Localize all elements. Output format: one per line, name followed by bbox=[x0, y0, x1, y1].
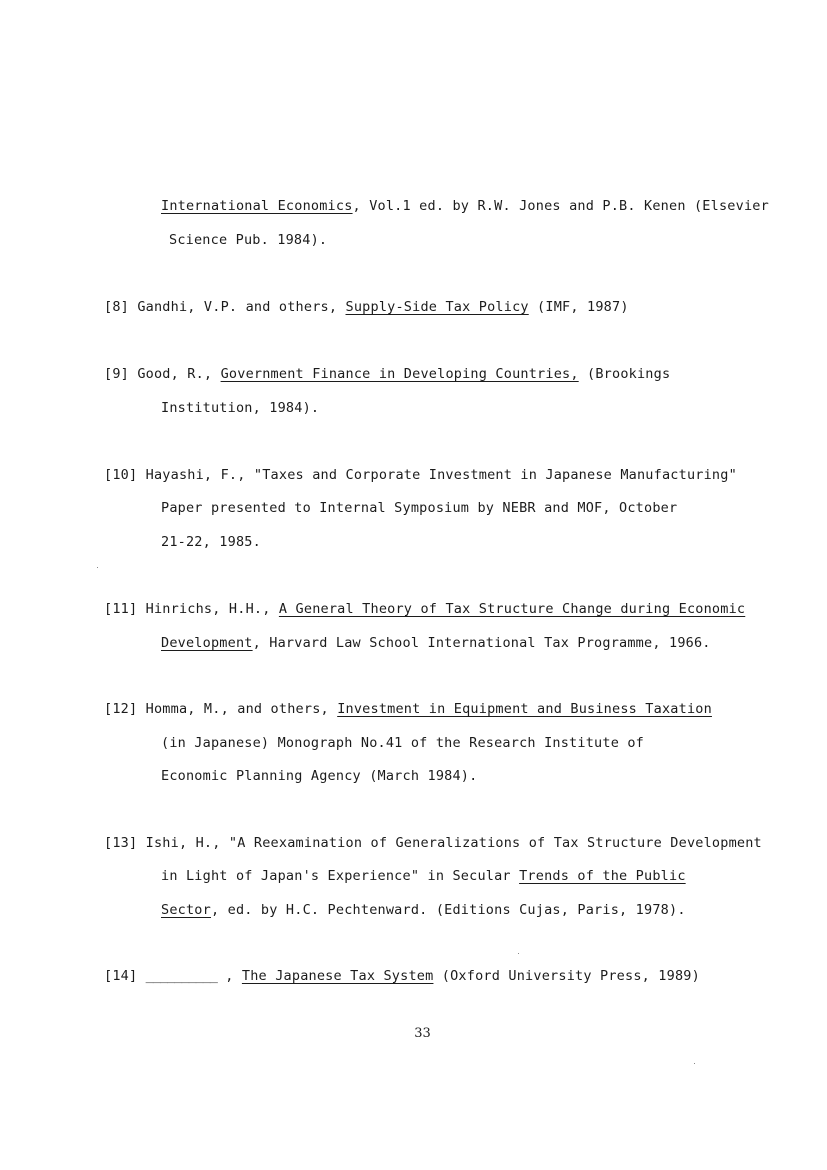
reference-11-line2: Development, Harvard Law School International Tax Programme, 1966. bbox=[161, 635, 711, 651]
scan-speck bbox=[518, 953, 519, 954]
reference-13: [13] Ishi, H., "A Reexamination of Generalizations of Tax Structure Development bbox=[104, 835, 762, 851]
reference-number: [9] bbox=[104, 366, 129, 382]
reference-12-line3: Economic Planning Agency (March 1984). bbox=[161, 768, 478, 784]
reference-number: [11] bbox=[104, 601, 138, 617]
reference-10-line2: Paper presented to Internal Symposium by NEBR and MOF, October bbox=[161, 500, 678, 516]
reference-8: [8] Gandhi, V.P. and others, Supply-Side Tax Policy (IMF, 1987) bbox=[104, 299, 629, 315]
reference-14: [14] __________ , The Japanese Tax System (Oxford University Press, 1989) bbox=[104, 968, 700, 984]
reference-title: Government Finance in Developing Countries, bbox=[220, 366, 579, 382]
reference-number: [8] bbox=[104, 299, 129, 315]
reference-continuation: International Economics, Vol.1 ed. by R.W. Jones and P.B. Kenen (Elsevier bbox=[161, 198, 769, 214]
reference-title-cont: Sector bbox=[161, 902, 211, 918]
reference-title: The Japanese Tax System bbox=[241, 968, 434, 984]
reference-12: [12] Homma, M., and others, Investment in Equipment and Business Taxation bbox=[104, 701, 712, 717]
reference-10-line3: 21-22, 1985. bbox=[161, 534, 261, 550]
reference-title: A General Theory of Tax Structure Change during Economic bbox=[278, 601, 746, 617]
reference-number: [12] bbox=[104, 701, 138, 717]
ditto-dash: __________ bbox=[145, 968, 217, 984]
scan-speck bbox=[97, 567, 98, 568]
reference-number: [13] bbox=[104, 835, 138, 851]
page-number: 33 bbox=[414, 1026, 431, 1041]
reference-title: Supply-Side Tax Policy bbox=[345, 299, 529, 315]
reference-title: International Economics bbox=[161, 198, 353, 214]
reference-number: [10] bbox=[104, 467, 138, 483]
reference-9: [9] Good, R., Government Finance in Developing Countries, (Brookings bbox=[104, 366, 671, 382]
reference-9-line2: Institution, 1984). bbox=[161, 400, 320, 416]
reference-11: [11] Hinrichs, H.H., A General Theory of Tax Structure Change during Economic bbox=[104, 601, 746, 617]
reference-13-line2: in Light of Japan's Experience" in Secular Trends of the Public bbox=[161, 868, 686, 884]
reference-number: [14] bbox=[104, 968, 138, 984]
reference-13-line3: Sector, ed. by H.C. Pechtenward. (Editions Cujas, Paris, 1978). bbox=[161, 902, 686, 918]
reference-title: Trends of the Public bbox=[519, 868, 686, 884]
reference-12-line2: (in Japanese) Monograph No.41 of the Research Institute of bbox=[161, 735, 645, 751]
scan-speck bbox=[694, 1063, 695, 1064]
reference-10: [10] Hayashi, F., "Taxes and Corporate Investment in Japanese Manufacturing" bbox=[104, 467, 737, 483]
reference-continuation-line: Science Pub. 1984). bbox=[169, 232, 328, 248]
reference-title: Investment in Equipment and Business Taxation bbox=[337, 701, 712, 717]
reference-title-cont: Development bbox=[161, 635, 253, 651]
